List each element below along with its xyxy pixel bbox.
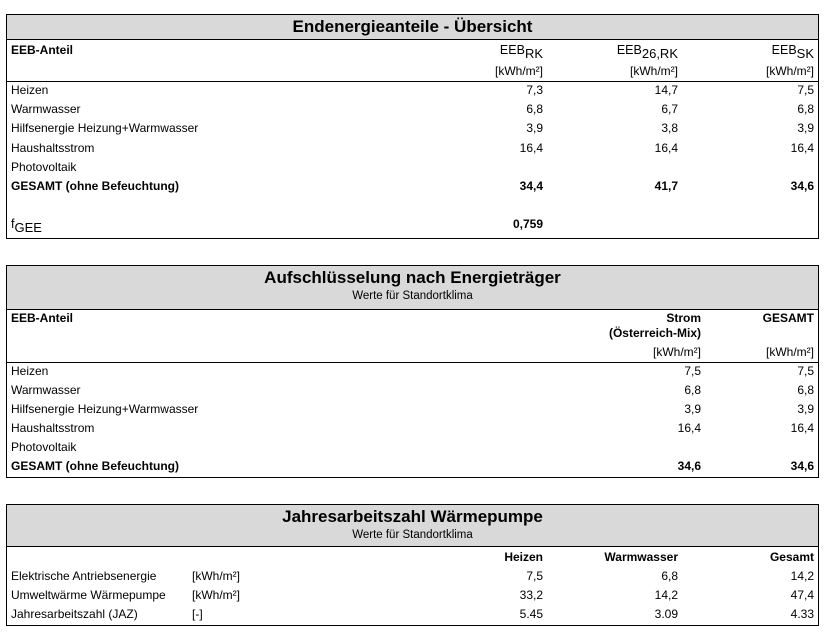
value-cell: 3.09	[654, 607, 678, 621]
carriers-panel	[6, 265, 819, 478]
table-row	[7, 362, 818, 381]
unit-label: [-]	[192, 607, 203, 621]
value-cell: 6,7	[661, 102, 678, 116]
column-header-eeb-rk: $EEB_{RK}$	[499, 43, 543, 61]
value-cell: 5.45	[519, 607, 543, 621]
value-cell: 16,4	[654, 141, 678, 155]
total-row	[7, 177, 818, 196]
row-label: Photovoltaik	[11, 440, 77, 454]
value-cell: 6,8	[684, 383, 701, 397]
column-header-gesamt: GESAMT	[762, 311, 814, 325]
table-row	[7, 381, 818, 400]
row-header-label: EEB-Anteil	[11, 311, 74, 325]
row-label: Hilfsenergie Heizung+Warmwasser	[11, 121, 199, 135]
unit-label: [kWh/m²]	[653, 345, 701, 359]
column-header-warmwasser: Warmwasser	[604, 550, 678, 564]
value-cell: 6,8	[797, 383, 814, 397]
table-row	[7, 81, 818, 100]
table-row	[7, 139, 818, 158]
column-header-eeb-26-rk: $EEB_{26,RK}$	[616, 43, 678, 61]
row-label: Warmwasser	[11, 383, 81, 397]
column-header-eeb-sk: $EEB_{SK}$	[771, 43, 814, 61]
column-header-strom: Strom	[666, 311, 701, 325]
value-cell: 14,2	[654, 588, 678, 602]
carriers-column-header-2	[7, 325, 818, 341]
value-cell: 7,5	[797, 364, 814, 378]
value-cell: 34,6	[677, 459, 701, 473]
table-row	[7, 400, 818, 419]
value-cell: 34,6	[790, 459, 814, 473]
carriers-subtitle: Werte für Standortklima	[352, 290, 473, 302]
row-label: Photovoltaik	[11, 160, 77, 174]
column-header-gesamt: Gesamt	[769, 550, 814, 564]
column-header-heizen: Heizen	[504, 550, 543, 564]
value-cell: 41,7	[654, 179, 678, 193]
value-cell: 7,3	[526, 83, 543, 97]
carriers-unit-row	[7, 343, 818, 362]
value-cell: 7,5	[797, 83, 814, 97]
jaz-panel	[6, 504, 819, 626]
fgee-row	[7, 215, 818, 234]
row-label: Warmwasser	[11, 102, 81, 116]
table-row	[7, 158, 818, 177]
fgee-label: $f_{GEE}$	[11, 217, 42, 235]
total-row	[7, 457, 818, 476]
value-cell: 3,8	[661, 121, 678, 135]
unit-label: [kWh/m²]	[766, 345, 814, 359]
overview-column-header	[7, 41, 818, 60]
value-cell: 6,8	[526, 102, 543, 116]
row-label: Heizen	[11, 364, 49, 378]
table-row	[7, 119, 818, 138]
unit-label: [kWh/m²]	[192, 569, 240, 583]
column-header-strom-sub: (Österreich-Mix)	[608, 326, 701, 340]
value-cell: 3,9	[797, 402, 814, 416]
row-label: GESAMT (ohne Befeuchtung)	[11, 459, 179, 473]
value-cell: 3,9	[797, 121, 814, 135]
value-cell: 3,9	[526, 121, 543, 135]
value-cell: 34,4	[519, 179, 543, 193]
value-cell: 6,8	[661, 569, 678, 583]
unit-label: [kWh/m²]	[192, 588, 240, 602]
value-cell: 16,4	[790, 141, 814, 155]
table-row	[7, 605, 818, 624]
unit-label: [kWh/m²]	[766, 64, 814, 78]
row-label: GESAMT (ohne Befeuchtung)	[11, 179, 179, 193]
value-cell: 7,5	[526, 569, 543, 583]
value-cell: 3,9	[684, 402, 701, 416]
value-cell: 16,4	[790, 421, 814, 435]
unit-label: [kWh/m²]	[630, 64, 678, 78]
value-cell: 4.33	[790, 607, 814, 621]
table-row	[7, 586, 818, 605]
jaz-header	[7, 505, 818, 547]
value-cell: 33,2	[519, 588, 543, 602]
row-label: Hilfsenergie Heizung+Warmwasser	[11, 402, 199, 416]
jaz-column-header	[7, 548, 818, 567]
value-cell: 6,8	[797, 102, 814, 116]
table-row	[7, 567, 818, 586]
value-cell: 34,6	[790, 179, 814, 193]
table-row	[7, 419, 818, 438]
value-cell: 16,4	[677, 421, 701, 435]
value-cell: 47,4	[790, 588, 814, 602]
table-row	[7, 100, 818, 119]
row-label: Jahresarbeitszahl (JAZ)	[11, 607, 138, 621]
jaz-title: Jahresarbeitszahl Wärmepumpe	[282, 507, 543, 526]
value-cell: 7,5	[684, 364, 701, 378]
fgee-value: 0,759	[512, 217, 543, 231]
overview-header	[7, 15, 818, 40]
carriers-title: Aufschlüsselung nach Energieträger	[264, 268, 561, 287]
value-cell: 14,2	[790, 569, 814, 583]
row-label: Umweltwärme Wärmepumpe	[11, 588, 166, 602]
overview-unit-row	[7, 62, 818, 81]
carriers-column-header	[7, 310, 818, 326]
table-row	[7, 438, 818, 457]
value-cell: 16,4	[519, 141, 543, 155]
overview-title: Endenergieanteile - Übersicht	[292, 17, 533, 36]
value-cell: 14,7	[654, 83, 678, 97]
overview-panel	[6, 14, 819, 239]
row-label: Heizen	[11, 83, 49, 97]
unit-label: [kWh/m²]	[495, 64, 543, 78]
jaz-subtitle: Werte für Standortklima	[352, 529, 473, 541]
row-label: Elektrische Antriebsenergie	[11, 569, 157, 583]
carriers-header	[7, 266, 818, 310]
row-label: Haushaltsstrom	[11, 421, 95, 435]
row-label: Haushaltsstrom	[11, 141, 95, 155]
row-header-label: EEB-Anteil	[11, 43, 74, 57]
